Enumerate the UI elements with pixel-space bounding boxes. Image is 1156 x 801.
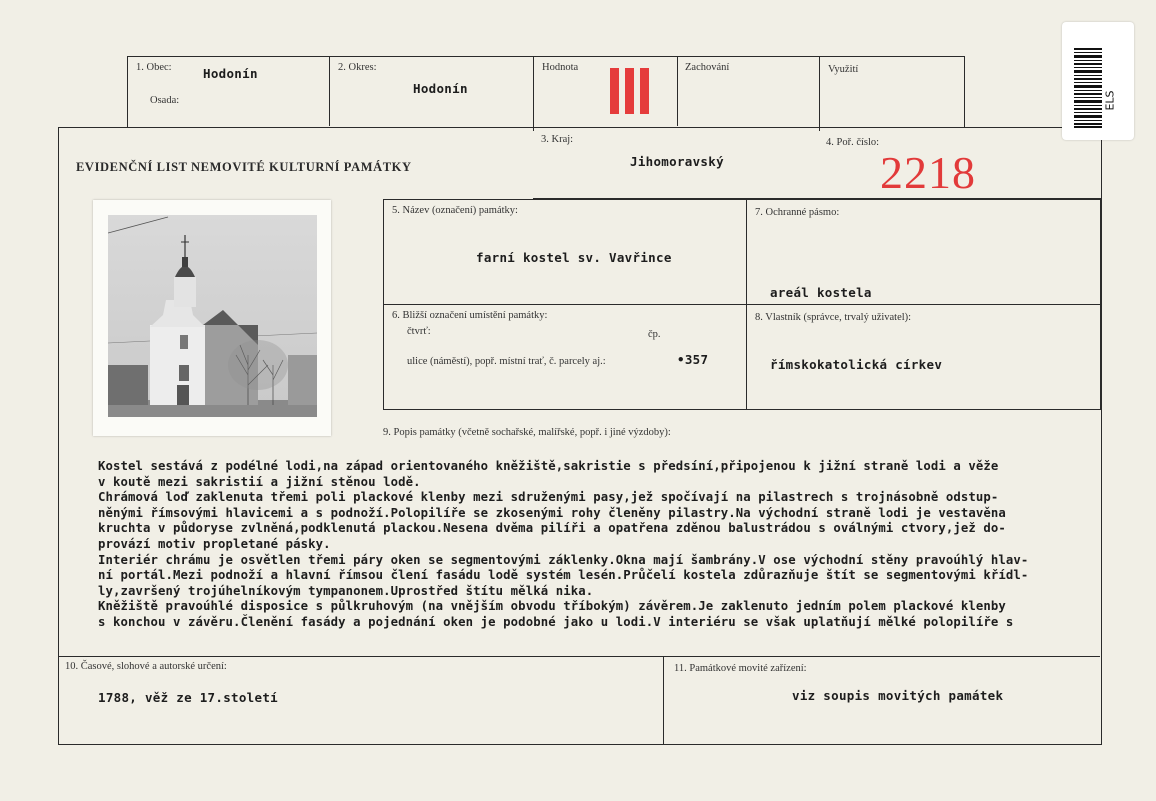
registration-number: 2218 [880,147,976,198]
barcode-code: ELS [1103,90,1117,111]
popis-label: 9. Popis památky (včetně sochařské, malířské, popř. i jiné výzdoby): [383,427,671,438]
divider [383,304,1100,305]
ctvrt-label: čtvrť: [407,326,431,337]
description-text: Kostel sestává z podélné lodi,na západ orientovaného kněžiště,sakristie s předsíní,připojenou k jižní straně lodi a věže v koutě mezi sakristií a jižní stěnou lodě. Chrámová loď zaklenuta třemi poli plackové klenby mezi sdruženými pasy,jež spočívají na pilastrech s trojnásobně odstup- něnými římsovými hlavicemi a s podnoží.Polopilíře se zkosenými rohy členěny pilastry.Na východní straně lodi je vestavěna kruchta v půdoryse zvlněná,podklenutá plackou.Nesena dvěma pilíři a opatřena zděnou balustrádou s oválnými ctvory,jež do- provází motiv propletané pásky. Interiér chrámu je osvětlen třemi páry oken se segmentovými záklenky.Okna mají šambrány.V ose východní stěny pravoúhlý hlav- ní portál.Mezi podnoží a hlavní římsou člení fasádu lodě systém lesén.Průčelí kostela zdůrazňuje štít se segmentovými křídl- ly,završený trojúhelníkovým tympanonem.Uprostřed štítu mělká nika. Kněžiště pravoúhlé disposice s půlkruhovým (na vnějším obvodu tříbokým) závěrem.Je zaklenuto jedním polem plackové klenby s konchou v závěru.Členění fasády a pojednání oken je podobné jako u lodi.V interiéru se však uplatňují mělké polopilíře s [98,459,1029,629]
kraj-label: 3. Kraj: [541,134,574,145]
osada-label: Osada: [150,95,180,106]
vlastnik-label: 8. Vlastník (správce, trvalý uživatel): [755,312,912,323]
divider [329,56,330,126]
vlastnik-value: římskokatolická církev [770,357,943,372]
barcode-icon [1074,48,1102,128]
divider [58,656,1100,657]
divider [819,56,820,131]
ulice-label: ulice (náměstí), popř. místní trať, č. parcely aj.: [407,356,606,367]
blizsi-label: 6. Bližší označení umístění památky: [392,310,548,321]
nazev-label: 5. Název (označení) památky: [392,205,518,216]
hodnota-stamp [610,68,650,114]
divider [663,656,664,744]
obec-label: 1. Obec: [136,62,172,73]
church-photo [108,215,317,417]
kraj-value: Jihomoravský [630,154,724,169]
page-title: EVIDENČNÍ LIST NEMOVITÉ KULTURNÍ PAMÁTKY [76,160,412,174]
ochranne-value: areál kostela [770,285,872,300]
movite-label: 11. Památkové movité zařízení: [674,663,807,674]
barcode-sticker [1062,22,1134,140]
ochranne-label: 7. Ochranné pásmo: [755,207,840,218]
cp-label: čp. [648,329,661,340]
okres-value: Hodonín [413,81,468,96]
nazev-value: farní kostel sv. Vavřince [476,250,672,265]
divider [677,56,678,126]
zachovani-label: Zachování [685,62,730,73]
por-cislo-label: 4. Poř. číslo: [826,137,880,148]
movite-value: viz soupis movitých památek [792,688,1004,703]
urceni-label: 10. Časové, slohové a autorské určení: [65,661,227,672]
vyuziti-label: Využití [828,64,859,75]
hodnota-label: Hodnota [542,62,579,73]
divider [533,127,1102,128]
okres-label: 2. Okres: [338,62,377,73]
urceni-value: 1788, věž ze 17.století [98,690,278,705]
divider [533,56,534,131]
obec-value: Hodonín [203,66,258,81]
parcela-value: •357 [677,352,709,367]
